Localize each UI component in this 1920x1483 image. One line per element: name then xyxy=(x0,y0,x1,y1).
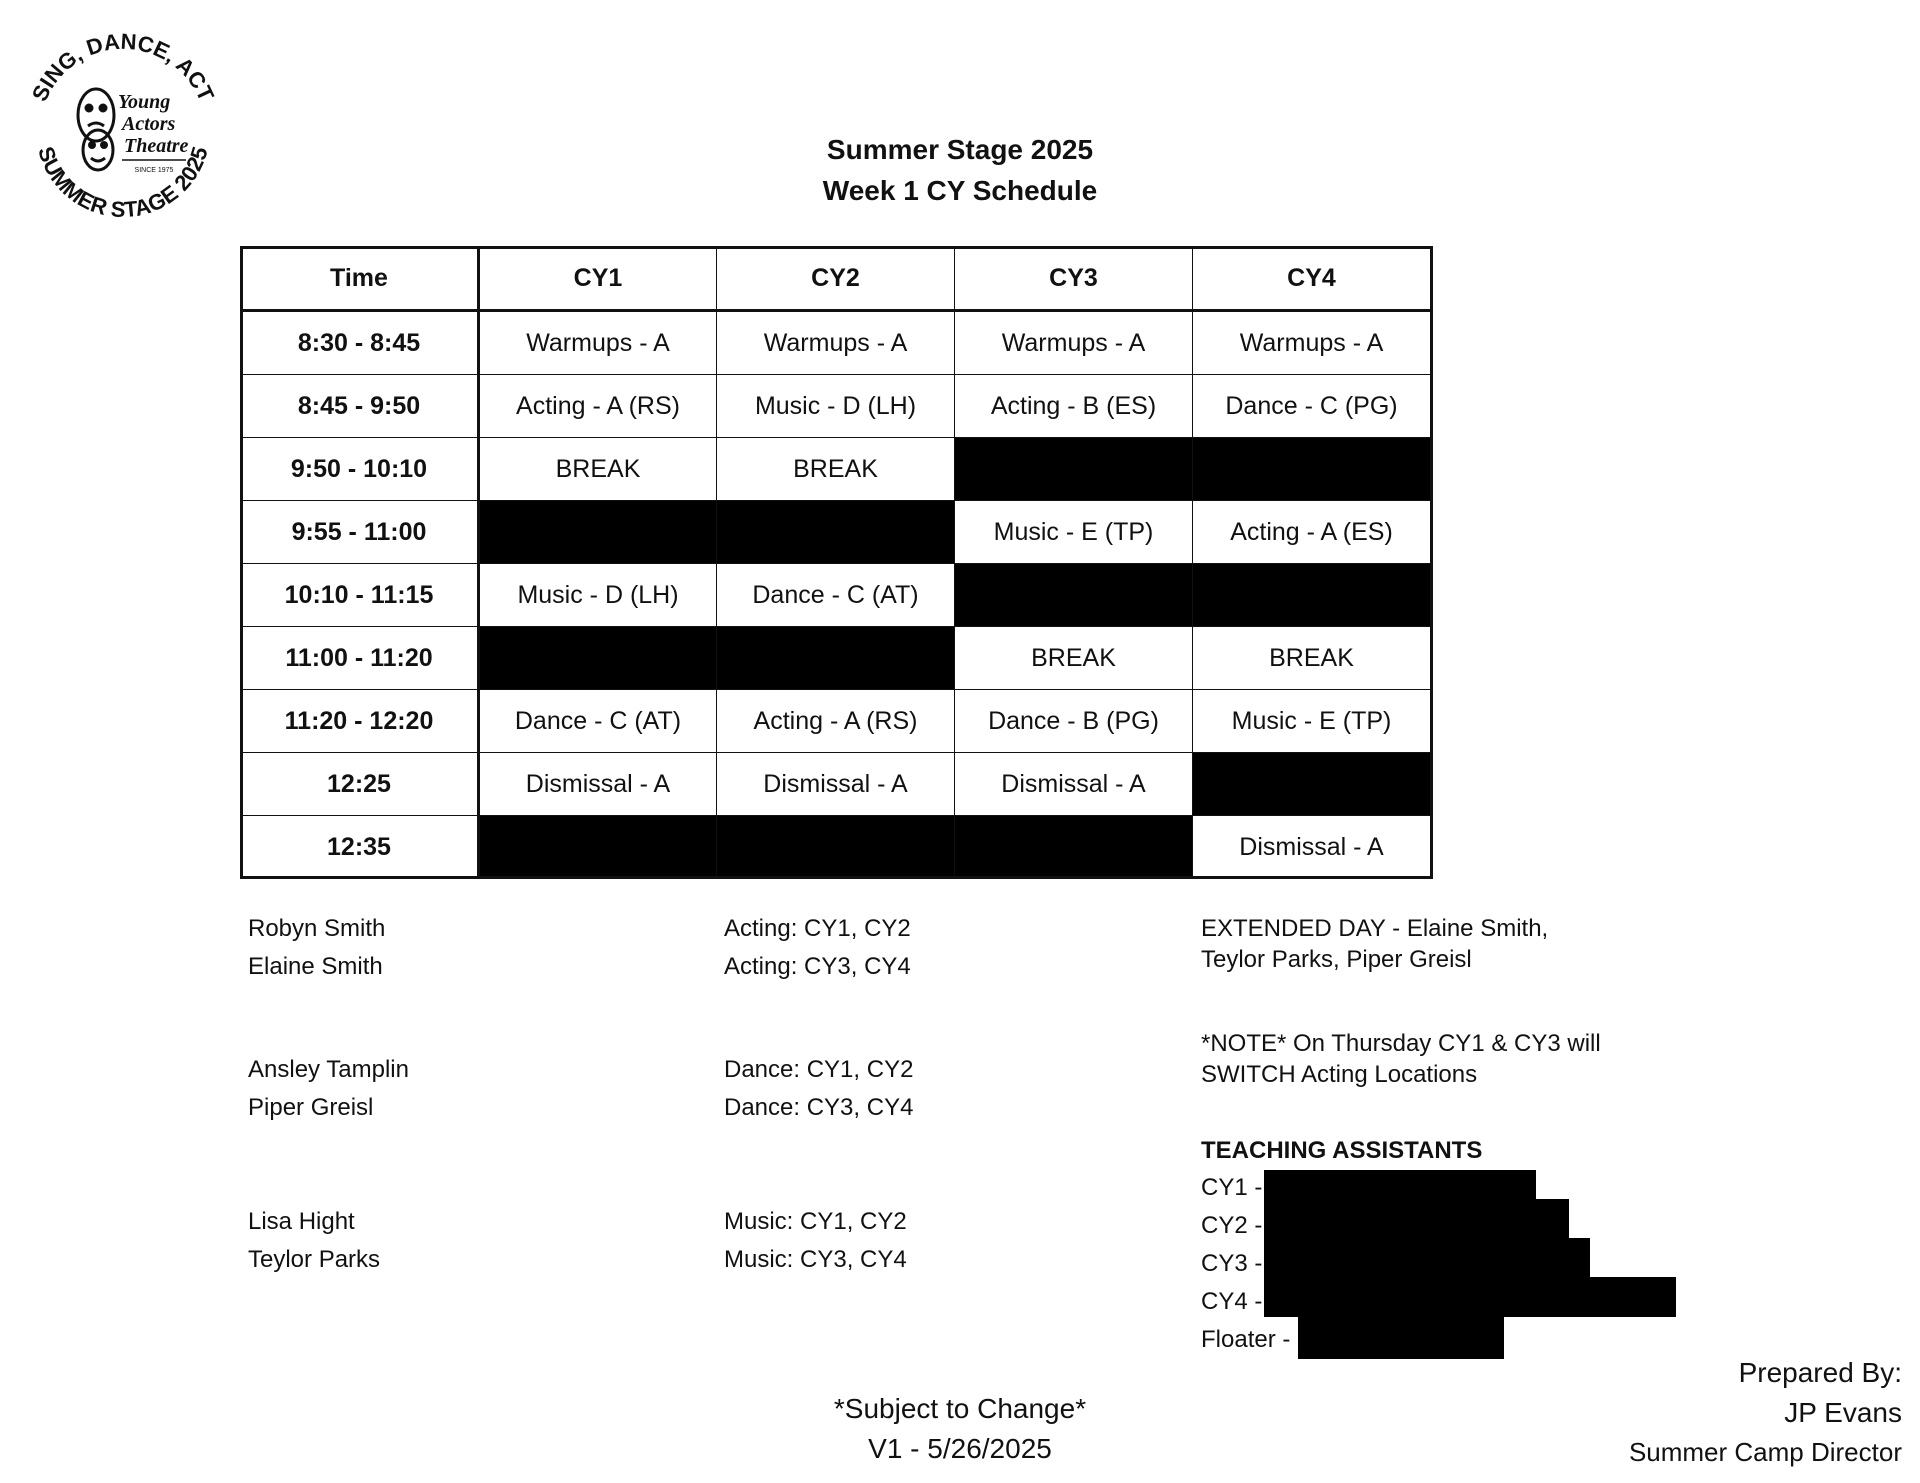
version-date: V1 - 5/26/2025 xyxy=(868,1433,1052,1464)
column-header: Time xyxy=(241,247,479,311)
preparer-role: Summer Camp Director xyxy=(1628,1437,1902,1467)
schedule-cell: Warmups - A xyxy=(479,311,717,375)
column-header: CY3 xyxy=(955,247,1193,311)
blocked-cell xyxy=(1193,753,1431,816)
extended-day-line-2: Teylor Parks, Piper Greisl xyxy=(1201,946,1472,973)
preparer-name: JP Evans xyxy=(1784,1397,1902,1428)
schedule-table xyxy=(240,246,1431,879)
blocked-cell xyxy=(955,438,1193,501)
staff-name: Elaine Smith xyxy=(248,953,383,980)
time-cell: 11:00 - 11:20 xyxy=(241,627,479,690)
schedule-cell: BREAK xyxy=(1193,627,1431,690)
schedule-cell: Dismissal - A xyxy=(955,753,1193,816)
time-cell: 11:20 - 12:20 xyxy=(241,690,479,753)
schedule-cell: Warmups - A xyxy=(955,311,1193,375)
time-cell: 9:50 - 10:10 xyxy=(241,438,479,501)
schedule-cell: Music - E (TP) xyxy=(955,501,1193,564)
blocked-cell xyxy=(717,627,955,690)
schedule-cell: BREAK xyxy=(717,438,955,501)
table-row xyxy=(241,375,1431,438)
schedule-cell: Dismissal - A xyxy=(1193,816,1431,879)
ta-label: CY1 - xyxy=(1201,1174,1263,1201)
table-row xyxy=(241,564,1431,627)
column-header: CY2 xyxy=(717,247,955,311)
redaction-bar xyxy=(1264,1277,1676,1317)
time-cell: 9:55 - 11:00 xyxy=(241,501,479,564)
schedule-cell: Dance - C (AT) xyxy=(717,564,955,627)
schedule-cell: Dance - C (AT) xyxy=(479,690,717,753)
table-row xyxy=(241,690,1431,753)
schedule-cell: BREAK xyxy=(955,627,1193,690)
redaction-bar xyxy=(1298,1315,1504,1359)
schedule-cell: Warmups - A xyxy=(717,311,955,375)
table-row xyxy=(241,816,1431,879)
staff-assignment: Acting: CY1, CY2 xyxy=(724,915,911,942)
blocked-cell xyxy=(1193,438,1431,501)
blocked-cell xyxy=(717,501,955,564)
blocked-cell xyxy=(479,627,717,690)
blocked-cell xyxy=(479,501,717,564)
logo-arc-top: SING, DANCE, ACT xyxy=(26,28,220,105)
time-cell: 8:30 - 8:45 xyxy=(241,311,479,375)
staff-assignment: Music: CY1, CY2 xyxy=(724,1208,907,1235)
blocked-cell xyxy=(1193,564,1431,627)
staff-assignment: Acting: CY3, CY4 xyxy=(724,953,911,980)
schedule-cell: Acting - A (RS) xyxy=(717,690,955,753)
schedule-cell: Dismissal - A xyxy=(479,753,717,816)
redaction-bar xyxy=(1264,1238,1590,1278)
staff-name: Teylor Parks xyxy=(248,1246,381,1273)
staff-assignment: Dance: CY1, CY2 xyxy=(724,1056,914,1083)
table-header-row xyxy=(241,247,1431,311)
blocked-cell xyxy=(955,564,1193,627)
staff-assignment: Music: CY3, CY4 xyxy=(724,1246,907,1273)
schedule-cell: Music - E (TP) xyxy=(1193,690,1431,753)
blocked-cell xyxy=(479,816,717,879)
schedule-cell: Music - D (LH) xyxy=(479,564,717,627)
schedule-cell: Acting - B (ES) xyxy=(955,375,1193,438)
redaction-bar xyxy=(1264,1199,1569,1239)
column-header: CY4 xyxy=(1193,247,1431,311)
title-line-1: Summer Stage 2025 xyxy=(826,134,1094,165)
subject-to-change: *Subject to Change* xyxy=(833,1393,1087,1424)
schedule-cell: Acting - A (RS) xyxy=(479,375,717,438)
staff-name: Piper Greisl xyxy=(248,1094,374,1121)
table-row xyxy=(241,438,1431,501)
time-cell: 12:35 xyxy=(241,816,479,879)
title-line-2: Week 1 CY Schedule xyxy=(822,175,1098,206)
schedule-cell: Warmups - A xyxy=(1193,311,1431,375)
ta-label: Floater - xyxy=(1201,1326,1291,1353)
staff-name: Ansley Tamplin xyxy=(248,1056,409,1083)
prepared-by-label: Prepared By: xyxy=(1738,1357,1902,1388)
schedule-cell: Dance - C (PG) xyxy=(1193,375,1431,438)
schedule-cell: Acting - A (ES) xyxy=(1193,501,1431,564)
ta-label: CY4 - xyxy=(1201,1288,1263,1315)
ta-label: CY3 - xyxy=(1201,1250,1263,1277)
table-row xyxy=(241,311,1431,375)
time-cell: 8:45 - 9:50 xyxy=(241,375,479,438)
note-line-1: *NOTE* On Thursday CY1 & CY3 will xyxy=(1201,1030,1601,1057)
staff-assignment: Dance: CY3, CY4 xyxy=(724,1094,914,1121)
schedule-cell: Dismissal - A xyxy=(717,753,955,816)
logo-name: Young Actors Theatre xyxy=(118,91,189,157)
schedule-cell: Music - D (LH) xyxy=(717,375,955,438)
logo-since: SINCE 1975 xyxy=(134,167,174,174)
teaching-assistants-heading: TEACHING ASSISTANTS xyxy=(1201,1137,1483,1164)
blocked-cell xyxy=(717,816,955,879)
staff-name: Lisa Hight xyxy=(248,1208,355,1235)
staff-name: Robyn Smith xyxy=(248,915,386,942)
extended-day-line-1: EXTENDED DAY - Elaine Smith, xyxy=(1201,915,1549,942)
column-header: CY1 xyxy=(479,247,717,311)
logo-arc-bottom: SUMMER STAGE 2025 xyxy=(33,143,213,223)
blocked-cell xyxy=(955,816,1193,879)
ta-label: CY2 - xyxy=(1201,1212,1263,1239)
table-row xyxy=(241,627,1431,690)
table-row xyxy=(241,753,1431,816)
schedule-cell: Dance - B (PG) xyxy=(955,690,1193,753)
table-row xyxy=(241,501,1431,564)
schedule-cell: BREAK xyxy=(479,438,717,501)
note-line-2: SWITCH Acting Locations xyxy=(1201,1061,1478,1088)
time-cell: 10:10 - 11:15 xyxy=(241,564,479,627)
time-cell: 12:25 xyxy=(241,753,479,816)
